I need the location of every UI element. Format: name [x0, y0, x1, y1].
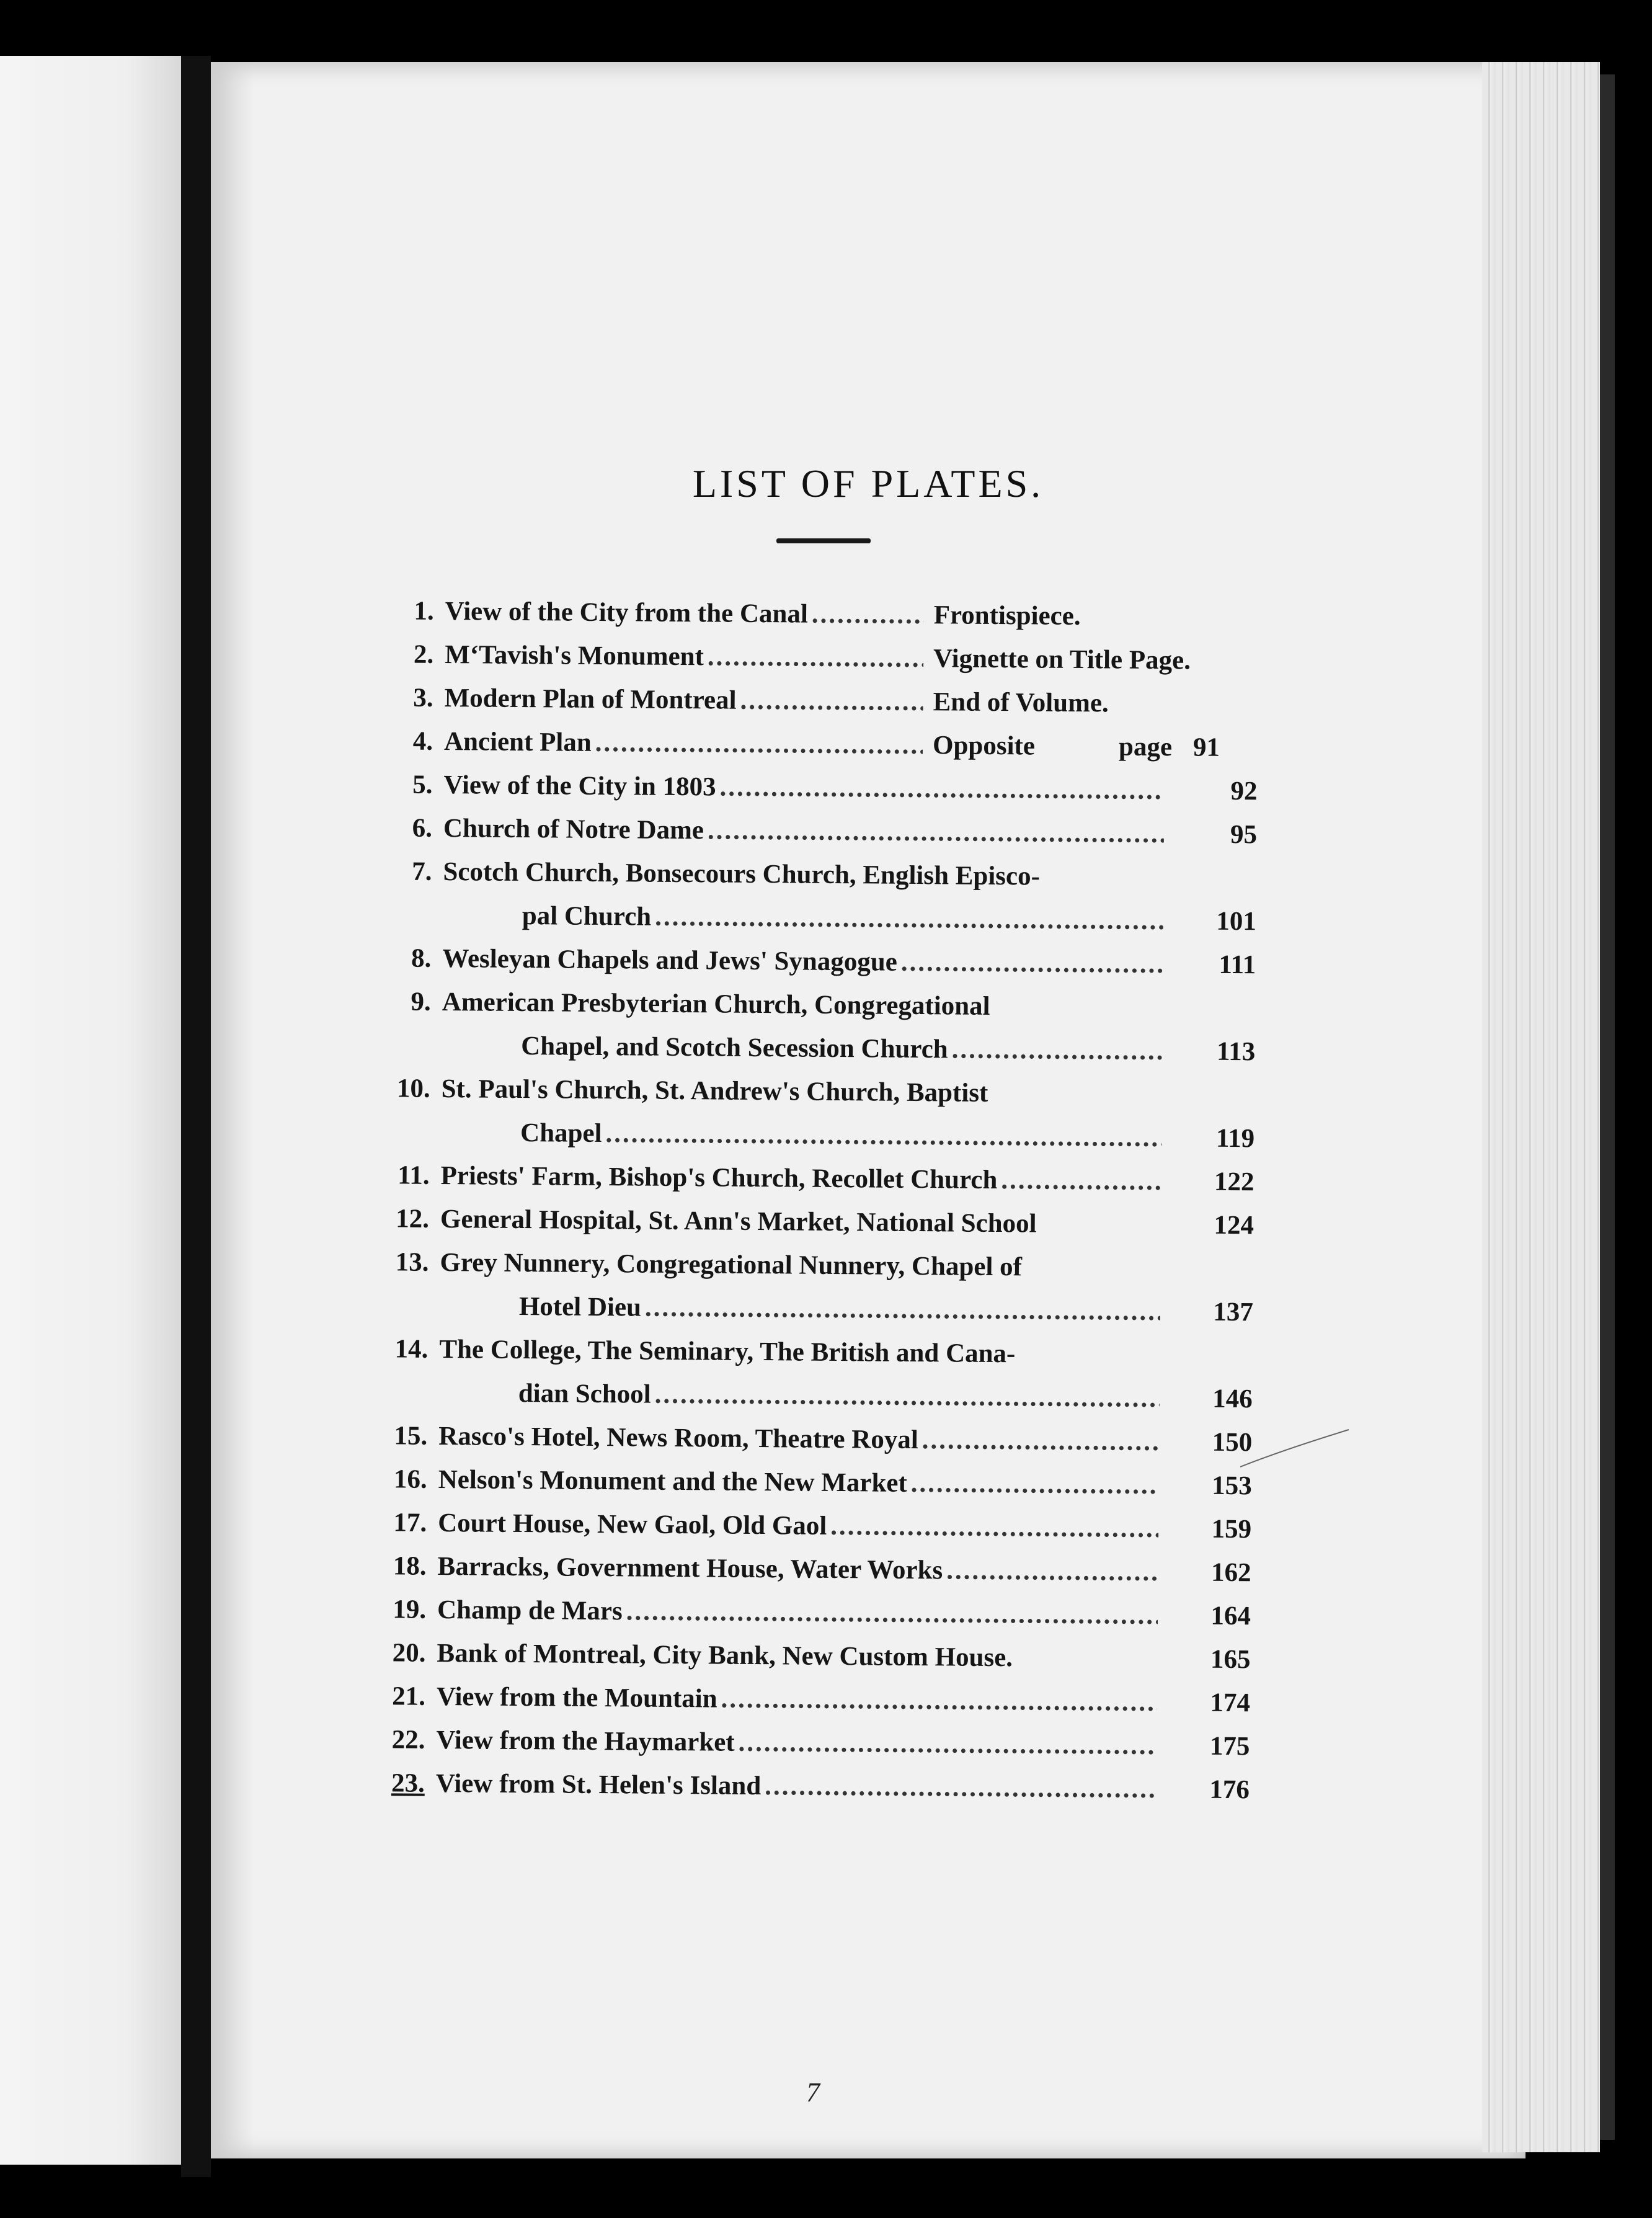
plate-location: Opposite [932, 731, 1036, 761]
plate-number: 13. [395, 1247, 429, 1277]
plate-title: Church of Notre Dame [443, 813, 704, 845]
plate-page: 91 [1192, 733, 1220, 762]
title-rule [776, 538, 871, 543]
plate-entry-16 [358, 1458, 1252, 1508]
plate-title: Priests' Farm, Bishop's Church, Recollet Church [440, 1160, 998, 1195]
plate-title: View of the City from the Canal [445, 597, 809, 629]
plate-entry-19 [358, 1588, 1251, 1638]
plate-entry-21 [357, 1675, 1251, 1725]
plate-page: 146 [1212, 1384, 1253, 1414]
plate-entry-14 [360, 1327, 1253, 1378]
plate-location: Vignette on Title Page. [933, 644, 1191, 675]
dot-leader [704, 809, 1165, 856]
plate-entry-9-continued [362, 1023, 1256, 1074]
plate-number: 3. [413, 683, 433, 713]
dot-leader [948, 1028, 1162, 1073]
plate-number: 8. [411, 943, 432, 973]
plate-entry-12 [361, 1197, 1255, 1247]
plate-entry-10-continued [362, 1110, 1255, 1160]
page-edges [1482, 62, 1600, 2152]
plate-title: Court House, New Gaol, Old Gaol [437, 1508, 827, 1541]
plate-title-line-2: Hotel Dieu [518, 1291, 642, 1322]
plate-number: 5. [412, 770, 433, 799]
plate-number: 4. [412, 726, 433, 756]
dot-leader [734, 1721, 1157, 1768]
facing-page [0, 56, 181, 2165]
plate-entry-8 [363, 937, 1256, 987]
pencil-stroke-mark [1240, 1423, 1352, 1473]
plate-page: 95 [1230, 819, 1258, 850]
plate-entry-7 [363, 850, 1257, 900]
dot-leader [808, 593, 924, 637]
plate-title: Ancient Plan [443, 726, 592, 757]
plate-entry-18 [358, 1544, 1251, 1595]
plate-title: Barracks, Government House, Water Works [437, 1551, 943, 1585]
plate-number: 10. [396, 1074, 430, 1103]
plate-page: 137 [1213, 1297, 1254, 1327]
plate-number: 20. [392, 1638, 426, 1668]
plate-entry-6 [364, 806, 1258, 857]
plate-entry-4 [365, 719, 1258, 770]
plate-entry-13 [360, 1240, 1254, 1291]
plate-entry-3 [365, 676, 1258, 726]
dot-leader [736, 679, 923, 724]
plate-title-line-1: Scotch Church, Bonsecours Church, English Episco- [443, 857, 1041, 891]
plate-title-line-2: Chapel, and Scotch Secession Church [521, 1031, 948, 1064]
plate-title-line-1: Grey Nunnery, Congregational Nunnery, Chapel of [440, 1247, 1023, 1282]
dot-leader [997, 1159, 1161, 1203]
plate-location-group [923, 724, 1258, 770]
plate-page: 119 [1215, 1123, 1255, 1154]
plate-entry-23 [357, 1761, 1250, 1812]
plate-number: 14. [394, 1334, 429, 1364]
plate-number: 16. [393, 1464, 427, 1494]
plate-page: 165 [1210, 1644, 1251, 1675]
page-folio-number: 7 [806, 2077, 820, 2108]
plate-title: View from the Mountain [436, 1681, 717, 1714]
plate-number: 11. [397, 1160, 430, 1190]
plate-number: 21. [392, 1681, 426, 1711]
dot-leader [651, 1373, 1160, 1420]
dot-leader [897, 941, 1163, 986]
dot-leader [827, 1505, 1158, 1551]
plate-number: 15. [394, 1421, 428, 1451]
plate-page: 153 [1212, 1471, 1252, 1501]
dot-leader [918, 1419, 1160, 1464]
dot-leader [907, 1462, 1158, 1507]
dot-leader [641, 1286, 1160, 1334]
plate-page: 159 [1211, 1514, 1252, 1544]
plate-title: Rasco's Hotel, News Room, Theatre Royal [438, 1421, 918, 1455]
plate-title-line-1: American Presbyterian Church, Congregational [442, 987, 990, 1021]
plate-entry-10 [362, 1067, 1255, 1117]
plate-number: 7. [411, 857, 432, 886]
plate-page: 175 [1209, 1731, 1250, 1761]
plate-number: 12. [396, 1204, 430, 1234]
plate-entry-9 [363, 980, 1256, 1030]
plate-entry-11 [361, 1154, 1255, 1204]
plate-entry-13-continued [360, 1284, 1254, 1334]
plate-location: Frontispiece. [933, 600, 1081, 631]
dot-leader [943, 1549, 1158, 1594]
plate-title: View from the Haymarket [436, 1725, 735, 1757]
dot-leader [704, 635, 924, 680]
plate-entry-14-continued [360, 1371, 1253, 1421]
plate-title-line-1: St. Paul's Church, St. Andrew's Church, Baptist [441, 1074, 988, 1108]
dot-leader [716, 765, 1164, 813]
plate-page: 176 [1209, 1775, 1250, 1805]
page-title: LIST OF PLATES. [692, 461, 1044, 506]
dot-leader [622, 1590, 1158, 1637]
plates-list [357, 589, 1259, 1812]
plate-entry-1 [365, 589, 1259, 639]
plate-entry-2 [365, 633, 1259, 683]
page-label: page [1118, 732, 1173, 762]
plate-number: 1. [414, 596, 434, 626]
plate-location: End of Volume. [933, 687, 1109, 718]
plate-number: 9. [411, 987, 431, 1017]
page-fold-shadow [211, 62, 254, 2158]
plate-entry-22 [357, 1718, 1250, 1768]
plate-page: 101 [1216, 906, 1257, 937]
plate-page: 150 [1212, 1427, 1253, 1458]
plate-entry-5 [364, 763, 1258, 813]
dot-leader [717, 1678, 1157, 1725]
plate-entry-7-continued [363, 893, 1257, 943]
plate-title-line-2: Chapel [520, 1118, 602, 1149]
plate-title: Nelson's Monument and the New Market [438, 1464, 907, 1498]
plate-page: 164 [1210, 1601, 1251, 1631]
plate-title-line-2: dian School [518, 1378, 651, 1409]
plate-page: 92 [1230, 776, 1258, 806]
plate-title-line-2: pal Church [522, 901, 652, 932]
book-cover-edge [1600, 74, 1615, 2140]
plate-number: 2. [413, 639, 434, 669]
plate-entry-17 [358, 1501, 1252, 1551]
plate-entry-20 [357, 1631, 1251, 1681]
plate-page: 113 [1216, 1036, 1256, 1067]
plate-number: 17. [393, 1508, 427, 1538]
plate-page: 111 [1219, 950, 1256, 980]
plate-title: Modern Plan of Montreal [444, 684, 737, 715]
plate-title: Bank of Montreal, City Bank, New Custom House. [437, 1638, 1013, 1673]
plate-page: 174 [1210, 1688, 1251, 1718]
plate-page: 124 [1214, 1210, 1255, 1240]
plate-number: 19. [393, 1595, 427, 1624]
plate-title-line-1: The College, The Seminary, The British and Cana- [439, 1334, 1016, 1369]
plate-page: 162 [1210, 1557, 1251, 1588]
plate-title: Champ de Mars [437, 1595, 623, 1626]
plate-number: 18. [393, 1551, 427, 1581]
plate-number: 22. [391, 1725, 425, 1755]
dot-leader [651, 896, 1163, 943]
plate-title: M‘Tavish's Monument [444, 640, 704, 672]
dot-leader [602, 1112, 1161, 1160]
plate-title: View of the City in 1803 [443, 770, 716, 802]
book-gutter [181, 56, 211, 2177]
plate-title: General Hospital, St. Ann's Market, National School [440, 1204, 1037, 1239]
plate-page: 122 [1214, 1167, 1255, 1197]
plate-title: View from St. Helen's Island [435, 1768, 762, 1801]
plate-number: 6. [412, 813, 433, 843]
plate-title: Wesleyan Chapels and Jews' Synagogue [442, 943, 898, 977]
plate-number: 23. [391, 1768, 425, 1798]
dot-leader [591, 721, 923, 767]
plate-entry-15 [359, 1414, 1253, 1464]
dot-leader [761, 1765, 1157, 1811]
